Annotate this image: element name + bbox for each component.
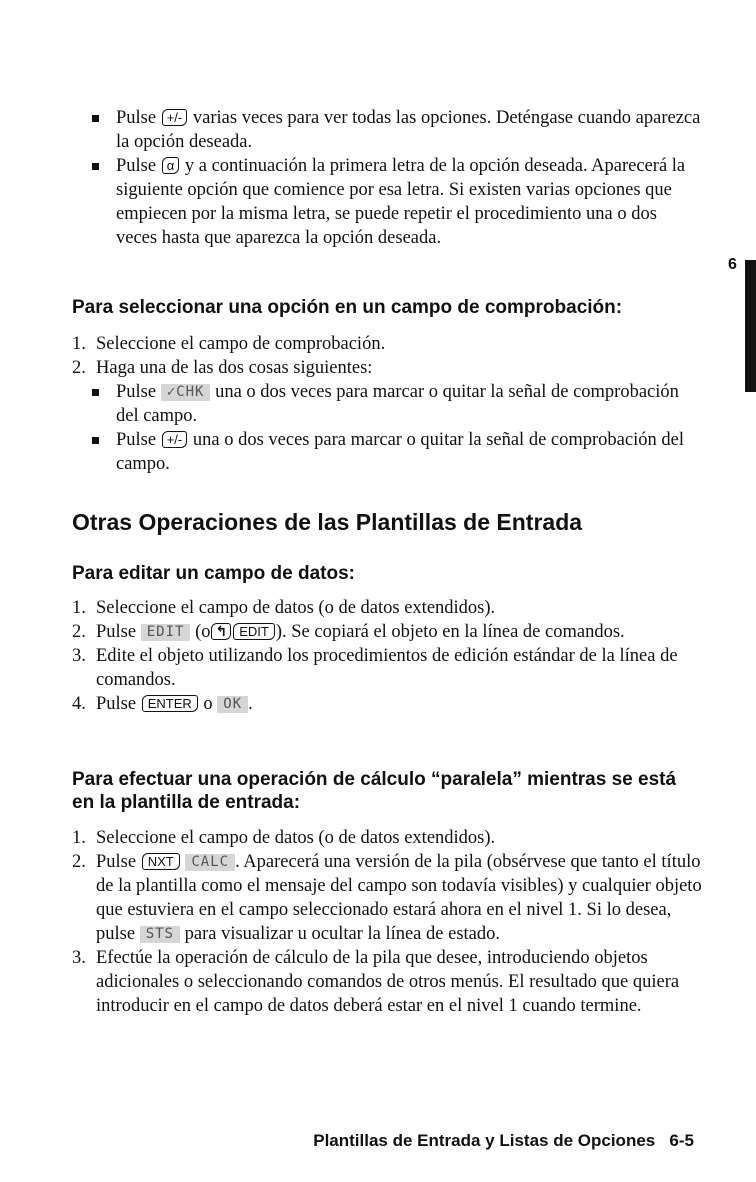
intro-bullet-list bbox=[72, 106, 702, 250]
edit-steps bbox=[72, 596, 702, 716]
chapter-tab-marker bbox=[745, 260, 756, 392]
calc-menu-key: CALC bbox=[185, 854, 235, 871]
edit-menu-key: EDIT bbox=[141, 624, 191, 641]
check-field-steps bbox=[72, 332, 702, 476]
list-item: 3. Edite el objeto utilizando los procedimientos de edición estándar de la línea de comandos. bbox=[72, 646, 678, 690]
sts-menu-key: STS bbox=[140, 926, 180, 943]
footer-title: Plantillas de Entrada y Listas de Opciones bbox=[313, 1131, 656, 1150]
section-heading-check-field: Para seleccionar una opción en un campo de comprobación: bbox=[72, 297, 623, 318]
section-heading-calc-line1: Para efectuar una operación de cálculo “paralela” mientras se está bbox=[72, 769, 677, 790]
calc-steps bbox=[72, 826, 702, 1018]
list-item: 2. Pulse NXT CALC . Aparecerá una versión de la pila (obsérvese que tanto el título de la plantilla como el mensaje del campo son todavía visibles) y cualquier objeto que estuviera en el campo seleccionado estará ahora en el nivel 1. Si lo desea, pulse STS para visualizar u ocultar la línea de estado. bbox=[72, 852, 702, 944]
list-item: 1. Seleccione el campo de comprobación. bbox=[72, 334, 386, 354]
nxt-key: NXT bbox=[142, 853, 180, 870]
list-item: 4. Pulse ENTER o OK . bbox=[72, 694, 253, 714]
list-item: 3. Efectúe la operación de cálculo de la pila que desee, introduciendo objetos adicionales o seleccionando comandos de otros menús. El resultado que quiera introducir en el campo de datos deberá estar en el nivel 1 cuando termine. bbox=[72, 948, 680, 1016]
enter-key: ENTER bbox=[142, 695, 198, 712]
chk-menu-key: ✓CHK bbox=[161, 384, 211, 401]
list-item: Pulse +/- una o dos veces para marcar o quitar la señal de comprobación del campo. bbox=[72, 428, 702, 476]
left-shift-key: ↰ bbox=[211, 623, 231, 640]
list-item: 1. Seleccione el campo de datos (o de datos extendidos). bbox=[72, 828, 496, 848]
list-item: 1. Seleccione el campo de datos (o de datos extendidos). bbox=[72, 598, 496, 618]
ok-menu-key: OK bbox=[217, 696, 248, 713]
chapter-tab-number: 6 bbox=[728, 256, 737, 273]
section-heading-edit: Para editar un campo de datos: bbox=[72, 563, 355, 584]
page-footer bbox=[313, 1130, 694, 1152]
list-item: Pulse ✓CHK una o dos veces para marcar o quitar la señal de comprobación del campo. bbox=[72, 380, 702, 428]
plus-minus-key: +/- bbox=[162, 431, 188, 448]
list-item: 2. Pulse EDIT (o ↰ EDIT ). Se copiará el objeto en la línea de comandos. bbox=[72, 622, 625, 642]
main-heading: Otras Operaciones de las Plantillas de Entrada bbox=[72, 509, 583, 535]
list-item: 2. Haga una de las dos cosas siguientes: bbox=[72, 358, 373, 378]
plus-minus-key: +/- bbox=[162, 109, 188, 126]
list-item: Pulse α y a continuación la primera letra de la opción deseada. Aparecerá la siguiente opción que comience por esa letra. Si existen varias opciones que empiecen por la misma letra, se puede repetir el procedimiento una o dos veces hasta que aparezca la opción deseada. bbox=[72, 154, 702, 250]
section-heading-calc-line2: en la plantilla de entrada: bbox=[72, 792, 301, 813]
alpha-key: α bbox=[162, 157, 180, 174]
edit-key: EDIT bbox=[233, 623, 275, 640]
page-number: 6-5 bbox=[669, 1131, 694, 1150]
list-item: Pulse +/- varias veces para ver todas las opciones. Deténgase cuando aparezca la opción deseada. bbox=[72, 106, 702, 154]
